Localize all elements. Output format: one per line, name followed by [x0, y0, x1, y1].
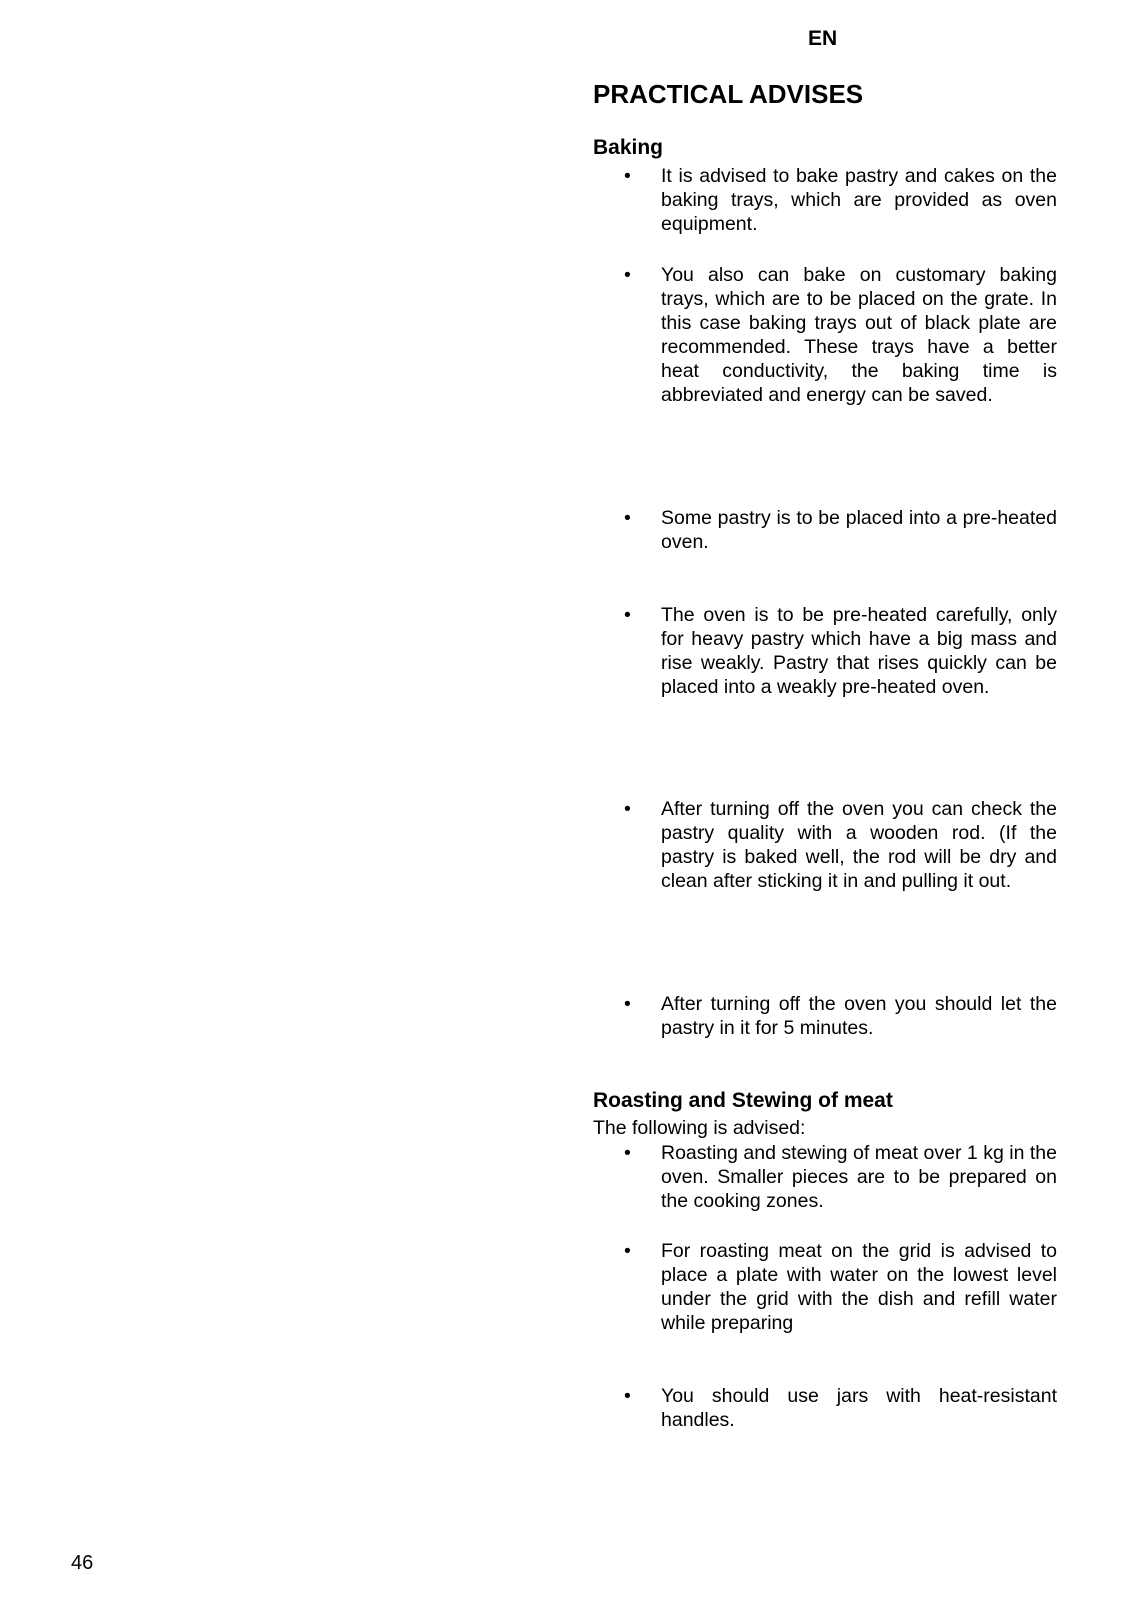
page-number: 46 [71, 1552, 94, 1574]
list-item [624, 992, 1057, 1040]
list-item [624, 1384, 1057, 1432]
list-item-text: After turning off the oven you can check the pastry quality with a wooden rod. (If the pastry is baked well, the rod will be dry and clean after sticking it in and pulling it out. [661, 798, 1057, 892]
bullet-icon: • [624, 1142, 631, 1164]
list-item [624, 506, 1057, 554]
bullet-icon: • [624, 1385, 631, 1407]
page-title: PRACTICAL ADVISES [593, 79, 864, 109]
list-item [624, 603, 1057, 699]
section-heading-roasting: Roasting and Stewing of meat [593, 1089, 893, 1112]
list-item-text: You also can bake on customary baking trays, which are to be placed on the grate. In this case baking trays out of black plate are recommended. These trays have a better heat conductivity, the baking time is abbreviated and energy can be saved. [661, 264, 1057, 406]
list-item-text: For roasting meat on the grid is advised to place a plate with water on the lowest level under the grid with the dish and refill water while preparing [661, 1240, 1057, 1334]
list-item [624, 164, 1057, 236]
list-item-text: After turning off the oven you should let the pastry in it for 5 minutes. [661, 993, 1057, 1039]
list-item [624, 263, 1057, 407]
bullet-icon: • [624, 604, 631, 626]
list-item-text: You should use jars with heat-resistant handles. [661, 1385, 1057, 1431]
list-item-text: It is advised to bake pastry and cakes on the baking trays, which are provided as oven equipment. [661, 165, 1057, 235]
language-code: EN [808, 27, 838, 50]
section-heading-baking: Baking [593, 136, 664, 159]
bullet-icon: • [624, 1240, 631, 1262]
section-intro: The following is advised: [593, 1117, 806, 1139]
list-item [624, 797, 1057, 893]
list-item-text: Some pastry is to be placed into a pre-heated oven. [661, 507, 1057, 553]
bullet-icon: • [624, 507, 631, 529]
bullet-icon: • [624, 165, 631, 187]
bullet-icon: • [624, 993, 631, 1015]
list-item-text: The oven is to be pre-heated carefully, only for heavy pastry which have a big mass and rise weakly. Pastry that rises quickly can be placed into a weakly pre-heated oven. [661, 604, 1057, 698]
list-item [624, 1141, 1057, 1213]
bullet-icon: • [624, 264, 631, 286]
list-item [624, 1239, 1057, 1335]
list-item-text: Roasting and stewing of meat over 1 kg in the oven. Smaller pieces are to be prepared on the cooking zones. [661, 1142, 1057, 1212]
bullet-icon: • [624, 798, 631, 820]
